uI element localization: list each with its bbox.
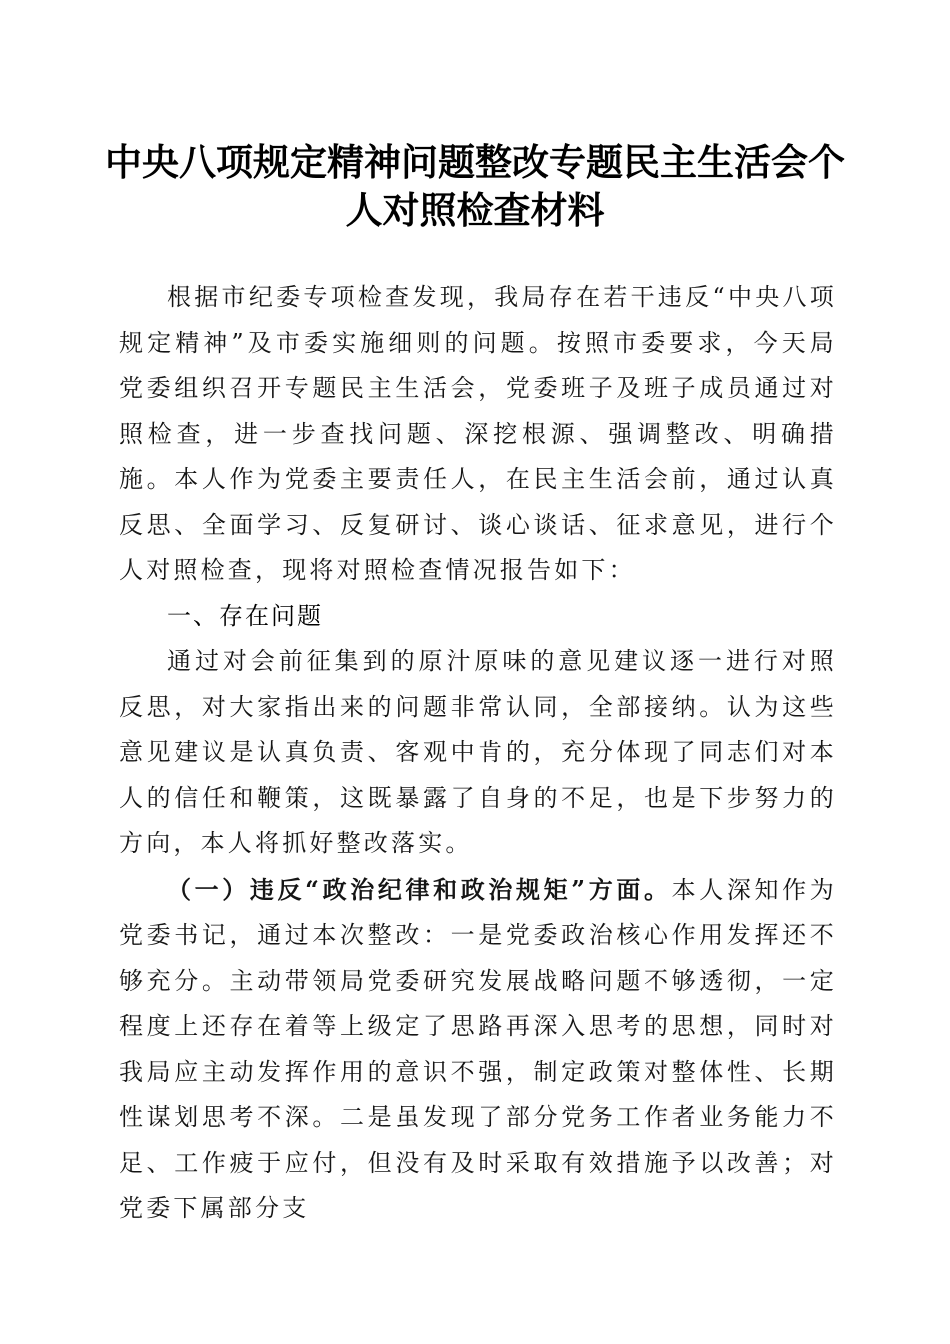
section-heading-problems: 一、存在问题 — [167, 601, 323, 630]
intro-paragraph: 根据市纪委专项检查发现，我局存在若干违反“中央八项规定精神”及市委实施细则的问题。按照市委要求，今天局党委组织召开专题民主生活会，党委班子及班子成员通过对照检查，进一步查找问题、深挖根源、强调整改、明确措施。本人作为党委主要责任人，在民主生活会前，通过认真反思、全面学习、反复研讨、谈心谈话、征求意见，进行个人对照检查，现将对照检查情况报告如下： — [119, 283, 837, 584]
document-body — [119, 275, 837, 1232]
subsection-text: 本人深知作为党委书记，通过本次整改：一是党委政治核心作用发挥还不够充分。主动带领局党委研究发展战略问题不够透彻，一定程度上还存在着等上级定了思路再深入思考的思想，同时对我局应主动发挥作用的意识不强，制定政策对整体性、长期性谋划思考不深。二是虽发现了部分党务工作者业务能力不足、工作疲于应付，但没有及时采取有效措施予以改善；对党委下属部分支 — [119, 875, 837, 1222]
section-paragraph: 通过对会前征集到的原汁原味的意见建议逐一进行对照反思，对大家指出来的问题非常认同，全部接纳。认为这些意见建议是认真负责、客观中肯的，充分体现了同志们对本人的信任和鞭策，这既暴露了自身的不足，也是下步努力的方向，本人将抓好整改落实。 — [119, 647, 837, 857]
subsection-lead: （一）违反“政治纪律和政治规矩”方面。 — [167, 874, 672, 904]
subsection-paragraph — [119, 867, 837, 1232]
document-title: 中央八项规定精神问题整改专题民主生活会个人对照检查材料 — [105, 140, 845, 232]
